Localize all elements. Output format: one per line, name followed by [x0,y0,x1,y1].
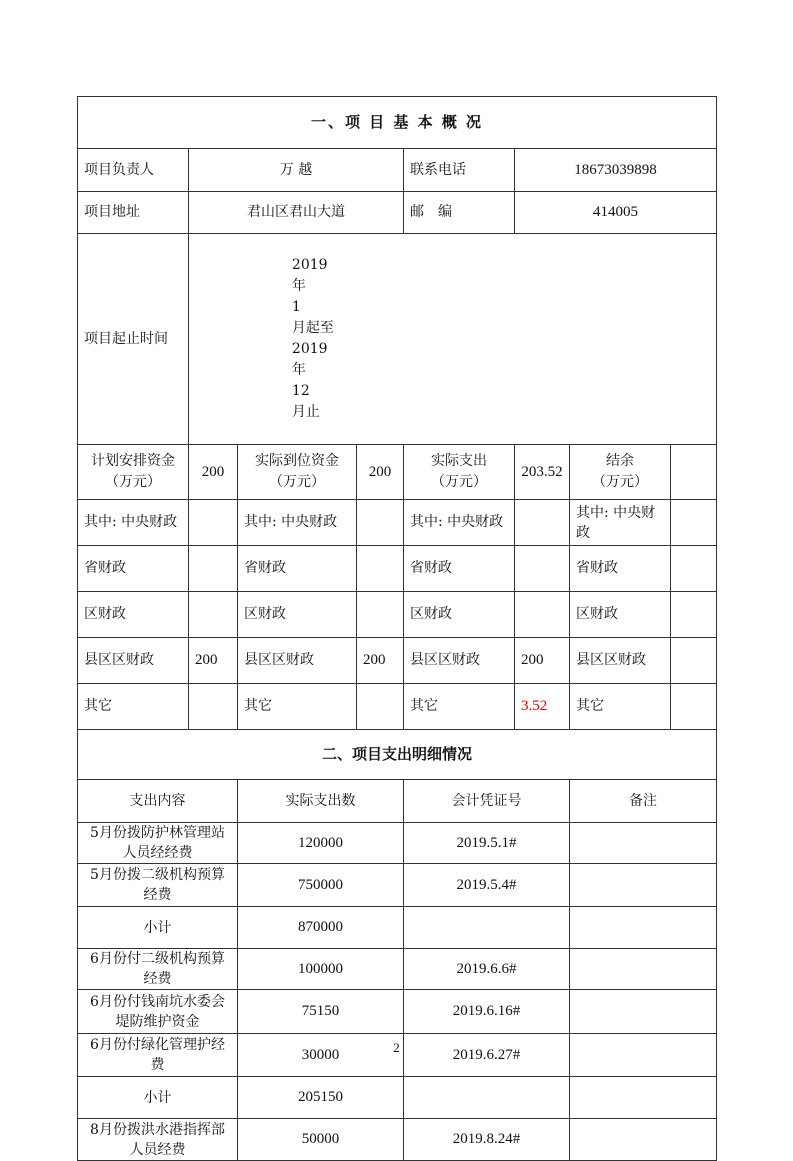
cell-voucher: 2019.6.6# [404,949,570,990]
column-header: 实际支出数 [238,780,404,823]
period-label: 项目起止时间 [78,234,189,445]
cell-amount: 50000 [238,1119,404,1161]
cell-amount: 870000 [238,907,404,949]
page-number: 2 [393,1040,400,1055]
breakdown-label: 其中: 中央财政 [570,500,671,546]
period-value [189,234,717,445]
breakdown-label: 省财政 [404,546,515,592]
start-month: 1 [291,299,301,315]
zip-value: 414005 [515,192,717,234]
spent-value: 203.52 [515,445,570,500]
cell-content: 6月份付绿化管理护经费 [78,1034,238,1077]
planned-value: 200 [189,445,238,500]
cell-note [570,823,717,864]
cell-content: 6月份付二级机构预算经费 [78,949,238,990]
planned-label [78,445,189,500]
breakdown-value [189,592,238,638]
cell-voucher: 2019.6.16# [404,990,570,1034]
breakdown-label: 其中: 中央财政 [404,500,515,546]
received-unit: （万元） [269,474,325,490]
breakdown-label: 区财政 [570,592,671,638]
breakdown-value [357,546,404,592]
cell-note [570,907,717,949]
balance-label-text: 结余 [606,453,634,469]
cell-amount: 750000 [238,864,404,907]
cell-amount: 75150 [238,990,404,1034]
breakdown-value [671,500,717,546]
breakdown-value: 200 [189,638,238,684]
breakdown-value [357,684,404,730]
breakdown-label: 县区区财政 [78,638,189,684]
start-text: 月起至 [291,320,334,336]
breakdown-label: 其它 [78,684,189,730]
breakdown-value [515,500,570,546]
balance-unit: （万元） [592,474,648,490]
section1-title: 一、项 目 基 本 概 况 [78,97,717,149]
year-unit: 年 [291,278,306,294]
breakdown-value: 3.52 [515,684,570,730]
breakdown-label: 其中: 中央财政 [78,500,189,546]
cell-note [570,1077,717,1119]
breakdown-value [671,638,717,684]
section2-title: 二、项目支出明细情况 [78,730,717,780]
breakdown-value [189,684,238,730]
breakdown-row [78,500,717,546]
table-row [78,907,717,949]
breakdown-value [671,592,717,638]
cell-note [570,864,717,907]
spent-unit: （万元） [431,474,487,490]
cell-content: 6月份付钱南坑水委会堤防维护资金 [78,990,238,1034]
breakdown-value [671,684,717,730]
received-label-text: 实际到位资金 [255,453,339,469]
end-text: 月止 [291,404,320,420]
breakdown-value: 200 [357,638,404,684]
end-month: 12 [291,383,310,399]
breakdown-label: 省财政 [78,546,189,592]
address-label: 项目地址 [78,192,189,234]
column-header: 支出内容 [78,780,238,823]
breakdown-label: 区财政 [78,592,189,638]
project-table [77,96,717,1161]
breakdown-value: 200 [515,638,570,684]
spent-label [404,445,515,500]
cell-voucher: 2019.5.1# [404,823,570,864]
breakdown-label: 区财政 [404,592,515,638]
cell-content: 小计 [78,1077,238,1119]
table-row [78,1077,717,1119]
planned-label-text: 计划安排资金 [91,453,175,469]
breakdown-value [515,546,570,592]
start-year: 2019 [291,257,328,273]
end-year: 2019 [291,341,328,357]
breakdown-label: 其中: 中央财政 [238,500,357,546]
cell-voucher: 2019.6.27# [404,1034,570,1077]
address-value: 君山区君山大道 [189,192,404,234]
breakdown-value [189,500,238,546]
breakdown-value [671,546,717,592]
breakdown-label: 省财政 [570,546,671,592]
breakdown-label: 县区区财政 [404,638,515,684]
column-header: 会计凭证号 [404,780,570,823]
cell-amount: 205150 [238,1077,404,1119]
breakdown-label: 县区区财政 [570,638,671,684]
table-row [78,990,717,1034]
breakdown-label: 其它 [238,684,357,730]
cell-voucher: 2019.8.24# [404,1119,570,1161]
breakdown-label: 省财政 [238,546,357,592]
breakdown-value [357,592,404,638]
breakdown-value [357,500,404,546]
table-row [78,823,717,864]
cell-voucher [404,907,570,949]
cell-note [570,990,717,1034]
column-header: 备注 [570,780,717,823]
breakdown-label: 县区区财政 [238,638,357,684]
breakdown-row [78,638,717,684]
balance-label [570,445,671,500]
breakdown-row [78,684,717,730]
cell-voucher [404,1077,570,1119]
cell-note [570,949,717,990]
breakdown-label: 其它 [404,684,515,730]
received-value: 200 [357,445,404,500]
table-row [78,1119,717,1161]
cell-voucher: 2019.5.4# [404,864,570,907]
table-row [78,864,717,907]
planned-unit: （万元） [105,474,161,490]
cell-amount: 100000 [238,949,404,990]
phone-label: 联系电话 [404,149,515,192]
balance-value [671,445,717,500]
detail-header-row [78,780,717,823]
cell-content: 小计 [78,907,238,949]
cell-amount: 120000 [238,823,404,864]
spent-label-text: 实际支出 [431,453,487,469]
cell-note [570,1119,717,1161]
end-year-unit: 年 [291,362,306,378]
leader-label: 项目负责人 [78,149,189,192]
cell-amount: 30000 [238,1034,404,1077]
breakdown-row [78,546,717,592]
cell-content: 5月份拨防护林管理站人员经经费 [78,823,238,864]
phone-value: 18673039898 [515,149,717,192]
breakdown-row [78,592,717,638]
breakdown-label: 区财政 [238,592,357,638]
cell-content: 8月份拨洪水港指挥部人员经费 [78,1119,238,1161]
zip-label: 邮 编 [404,192,515,234]
received-label [238,445,357,500]
table-row [78,949,717,990]
breakdown-value [515,592,570,638]
cell-content: 5月份拨二级机构预算经费 [78,864,238,907]
leader-value: 万 越 [189,149,404,192]
breakdown-value [189,546,238,592]
breakdown-label: 其它 [570,684,671,730]
